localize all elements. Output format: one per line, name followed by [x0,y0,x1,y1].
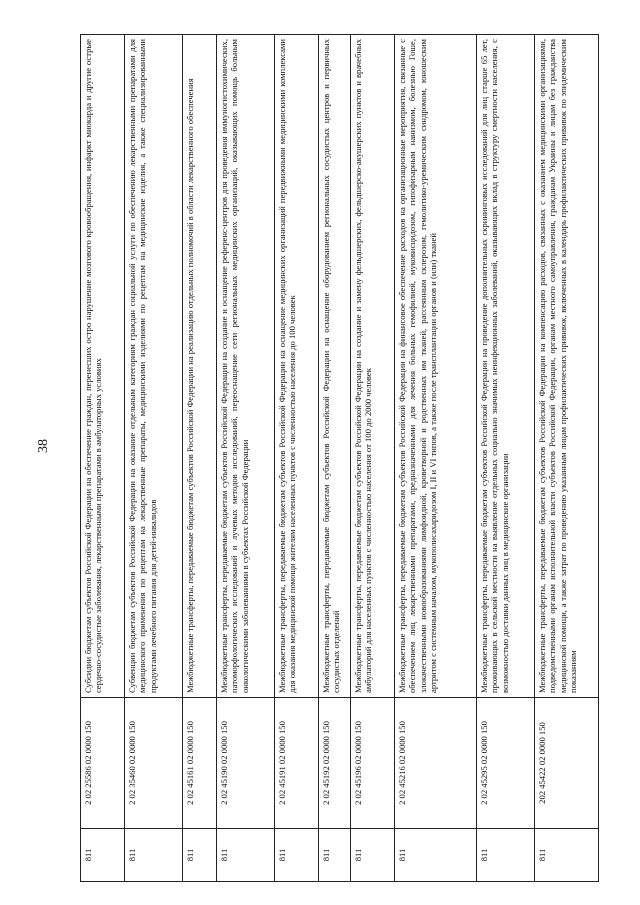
table-row [125,35,183,882]
table-row [395,35,477,882]
admin-code-cell: 811 [477,829,535,882]
table-row [217,35,275,882]
admin-code-cell: 811 [125,829,183,882]
budget-code-cell: 202 45422 02 0000 150 [535,698,599,829]
admin-code-cell: 811 [535,829,599,882]
budget-code-cell: 2 02 45196 02 0000 150 [351,698,395,829]
description-cell: Межбюджетные трансферты, передаваемые бюджетам субъектов Российской Федерации на компенсацию расходов, связанных с оказанием медицинскими организациями, подведомственными органам исполнительной власти субъектов Российской Федерации, органам местного самоуправления, гражданам Украины и лицам без гражданства медицинской помощи, а также затрат по проведению указанным лицам профилактических прививок, включенных в календарь профилактических прививок по эпидемическим показаниям [535,35,599,698]
budget-code-cell: 2 02 25586 02 0000 150 [81,698,125,829]
table-body [81,35,599,882]
admin-code-cell: 811 [217,829,275,882]
description-cell: Межбюджетные трансферты, передаваемые бюджетам субъектов Российской Федерации на оснащение медицинских организаций передвижными медицинскими комплексами для оказания медицинской помощи жителям населенных пунктов с численностью населения до 100 человек [275,35,319,698]
admin-code-cell: 811 [319,829,351,882]
table-row [351,35,395,882]
budget-code-cell: 2 02 35460 02 0000 150 [125,698,183,829]
budget-code-cell: 2 02 45216 02 0000 150 [395,698,477,829]
table-row [535,35,599,882]
description-cell: Межбюджетные трансферты, передаваемые бюджетам субъектов Российской Федерации на создание и оснащение референс-центров для проведения иммуногистохимических, патоморфологических исследований и лучевых методов исследований, переоснащение сети региональных медицинских организаций, оказывающих помощь больным онкологическими заболеваниями в субъектах Российской Федерации [217,35,275,698]
admin-code-cell: 811 [351,829,395,882]
budget-code-cell: 2 02 45295 02 0000 150 [477,698,535,829]
admin-code-cell: 811 [183,829,217,882]
table-row [183,35,217,882]
admin-code-cell: 811 [275,829,319,882]
description-cell: Субвенции бюджетам субъектов Российской Федерации на оказание отдельным категориям граждан социальной услуги по обеспечению лекарственными препаратами для медицинского применения по рецептам на лекарственные препараты, медицинскими изделиями по рецептам на медицинские изделия, а также специализированными продуктами лечебного питания для детей-инвалидов [125,35,183,698]
admin-code-cell: 811 [81,829,125,882]
description-cell: Субсидии бюджетам субъектов Российской Федерации на обеспечение граждан, перенесших остро нарушение мозгового кровообращения, инфаркт миокарда и другие острые сердечно-сосудистые заболевания, лекарственными препаратами в амбулаторных условиях [81,35,125,698]
description-cell: Межбюджетные трансферты, передаваемые бюджетам субъектов Российской Федерации на создание и замену фельдшерских, фельдшерско-акушерских пунктов и врачебных амбулаторий для населенных пунктов с численностью населения от 100 до 2000 человек [351,35,395,698]
table-row [275,35,319,882]
description-cell: Межбюджетные трансферты, передаваемые бюджетам субъектов Российской Федерации на проведение дополнительных скрининговых исследований для лиц старше 65 лет, проживающих в сельской местности на выявление отдельных социально значимых неинфекционных заболеваний, оказывающих вклад в структуру смертности населения, с возможностью доставки данных лиц в медицинские организации [477,35,535,698]
budget-code-cell: 2 02 45190 02 0000 150 [217,698,275,829]
description-cell: Межбюджетные трансферты, передаваемые бюджетам субъектов Российской Федерации на реализацию отдельных полномочий в области лекарственного обеспечения [183,35,217,698]
table-row [477,35,535,882]
page-number: 38 [36,439,51,453]
rotated-table-container [80,34,579,882]
budget-code-cell: 2 02 45192 02 0000 150 [319,698,351,829]
description-cell: Межбюджетные трансферты, передаваемые бюджетам субъектов Российской Федерации на финансовое обеспечение расходов на организационные мероприятия, связанные с обеспечением лиц лекарственными препаратами, предназначенными для лечения больных гемофилией, муковисцидозом, гипофизарным нанизмом, болезнью Гоше, злокачественными новообразованиями лимфоидной, кроветворной и родственных им тканей, рассеянным склерозом, гемолитико-уремическим синдромом, юношеским артритом с системным началом, мукополисахаридозом I, II и VI типов, а также после трансплантации органов и (или) тканей [395,35,477,698]
budget-code-cell: 2 02 45161 02 0000 150 [183,698,217,829]
description-cell: Межбюджетные трансферты, передаваемые бюджетам субъектов Российской Федерации на оснащение оборудованием региональных сосудистых центров и первичных сосудистых отделений [319,35,351,698]
table-row [81,35,125,882]
budget-code-cell: 2 02 45191 02 0000 150 [275,698,319,829]
budget-codes-table [80,34,599,882]
admin-code-cell: 811 [395,829,477,882]
table-row [319,35,351,882]
